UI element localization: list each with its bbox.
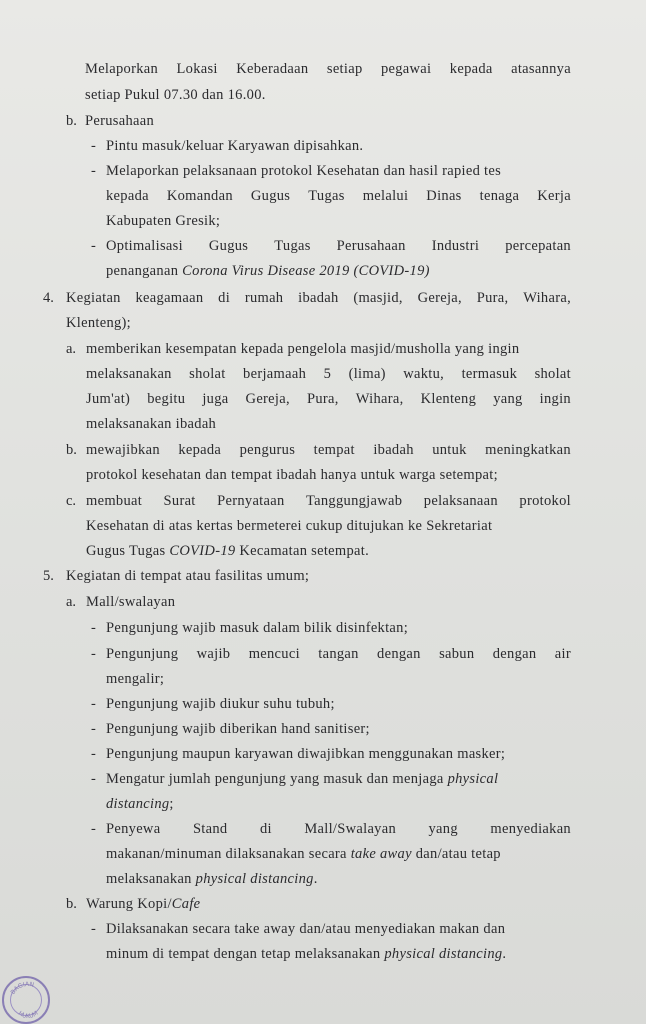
bullet-dash: - [91,138,96,154]
text-line: Melaporkan Lokasi Keberadaan setiap pegawai kepada atasannya [85,61,571,77]
list-marker: b. [66,896,77,912]
list-marker: c. [66,493,77,509]
text-line: Kegiatan di tempat atau fasilitas umum; [66,568,310,584]
text-line: Kesehatan di atas kertas bermeterei cukup ditujukan ke Sekretariat [86,518,493,534]
text-line: Penyewa Stand di Mall/Swalayan yang menyediakan [106,821,571,837]
text-line: Klenteng); [66,315,132,331]
text-line: Pengunjung wajib diberikan hand sanitiser; [106,721,370,737]
list-marker: b. [66,113,77,129]
bullet-dash: - [91,696,96,712]
bullet-dash: - [91,646,96,662]
list-number: 4. [43,290,54,306]
text-line: Gugus Tugas COVID-19 Kecamatan setempat. [86,543,370,559]
bullet-dash: - [91,921,96,937]
text-line: mewajibkan kepada pengurus tempat ibadah untuk meningkatkan [86,442,571,458]
text-line: Mengatur jumlah pengunjung yang masuk dan menjaga physical [106,771,499,787]
text-line: protokol kesehatan dan tempat ibadah hanya untuk warga setempat; [86,467,498,483]
list-marker: b. [66,442,77,458]
section-heading: Warung Kopi/Cafe [86,896,201,912]
text-line: Melaporkan pelaksanaan protokol Kesehatan dan hasil rapied tes [106,163,502,179]
list-marker: a. [66,341,77,357]
text-line: distancing; [106,796,174,812]
text-line: Pengunjung wajib mencuci tangan dengan sabun dengan air [106,646,571,662]
text-line: melaksanakan ibadah [86,416,217,432]
text-line: Optimalisasi Gugus Tugas Perusahaan Industri percepatan [106,238,571,254]
text-line: minum di tempat dengan tetap melaksanakan physical distancing. [106,946,507,962]
bullet-dash: - [91,238,96,254]
bullet-dash: - [91,721,96,737]
text-line: melaksanakan sholat berjamaah 5 (lima) waktu, termasuk sholat [86,366,571,382]
text-line: penanganan Corona Virus Disease 2019 (COVID-19) [106,263,430,279]
text-line: setiap Pukul 07.30 dan 16.00. [85,87,266,103]
text-line: Pengunjung maupun karyawan diwajibkan menggunakan masker; [106,746,506,762]
text-line: Pengunjung wajib diukur suhu tubuh; [106,696,335,712]
text-line: Pengunjung wajib masuk dalam bilik disinfektan; [106,620,409,636]
text-line: membuat Surat Pernyataan Tanggungjawab pelaksanaan protokol [86,493,571,509]
bullet-dash: - [91,746,96,762]
text-line: Pintu masuk/keluar Karyawan dipisahkan. [106,138,364,154]
list-number: 5. [43,568,54,584]
bullet-dash: - [91,163,96,179]
text-line: memberikan kesempatan kepada pengelola masjid/musholla yang ingin [86,341,520,357]
text-line: mengalir; [106,671,165,687]
svg-text:BAGIAN: BAGIAN [9,980,35,996]
bullet-dash: - [91,771,96,787]
section-heading: Mall/swalayan [86,594,176,610]
text-line: kepada Komandan Gugus Tugas melalui Dinas tenaga Kerja [106,188,571,204]
list-marker: a. [66,594,77,610]
text-line: Kegiatan keagamaan di rumah ibadah (masjid, Gereja, Pura, Wihara, [66,290,571,306]
section-heading: Perusahaan [85,113,155,129]
text-line: makanan/minuman dilaksanakan secara take away dan/atau tetap [106,846,501,862]
bullet-dash: - [91,620,96,636]
text-line: Jum'at) begitu juga Gereja, Pura, Wihara, Klenteng yang ingin [86,391,571,407]
svg-text:HUKUM: HUKUM [16,1009,40,1021]
text-line: Dilaksanakan secara take away dan/atau menyediakan makan dan [106,921,506,937]
bullet-dash: - [91,821,96,837]
official-stamp [2,976,50,1024]
text-line: Kabupaten Gresik; [106,213,221,229]
text-line: melaksanakan physical distancing. [106,871,318,887]
